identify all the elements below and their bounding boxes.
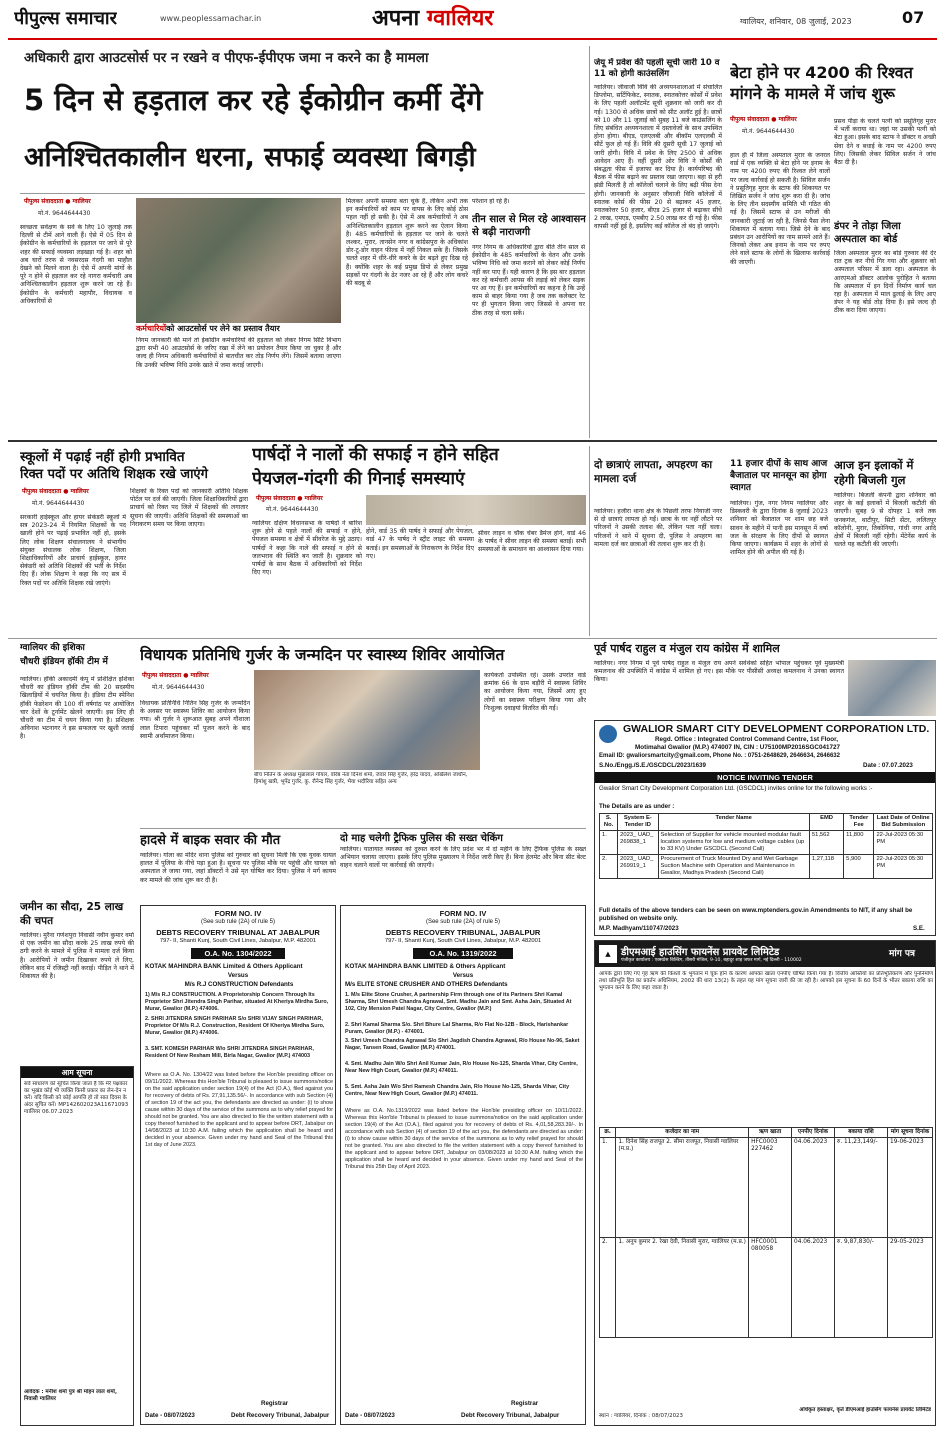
col-loan: ऋण खाता	[749, 1128, 792, 1138]
smart-city-regd-2: Motimahal Gwalior (M.P.) 474007 IN, CIN : U75100MP2016SGC041727	[635, 744, 840, 751]
bribe-body-2: प्रसव पीड़ा के चलते पत्नी को प्रसूतिगृह मुरार में भर्ती कराया था। जहां पर उसकी पत्नी को बेटा हुआ। इसके बाद स्टाफ ने डॉक्टर व अच्छी सेवा देने व बधाई के नाम पर 4200 रुपए लिए। जिसकी लेकर सिविल सर्जन ने जांच बैठा दी है।	[834, 118, 936, 167]
schools-byline	[22, 488, 89, 496]
col-amount: बकाया राशि	[834, 1128, 887, 1138]
cell: 1.	[600, 831, 618, 855]
cell: 2.	[600, 1238, 616, 1338]
col-npa: एनपीए दिनांक	[792, 1128, 835, 1138]
registrar: Registrar	[261, 1400, 289, 1407]
smart-city-email: Email ID: gwaliorsmartcity@gmail.com, Phone No. : 0751-2648629, 2646634, 2646632	[599, 753, 840, 759]
form-body: Where as O.A. No. 1304/22 was listed before the Hon'ble presiding officer on 09/11/2022. Whereas this Hon'ble Tribunal is pleased to issue summons/notice on the said application under section 19(4) of the Act (O.A.), filed against you for recovery of debts of Rs. 27,91,135.56/-. In accordance with sub Section (4) of section 19 of the act you, the defendants are directed as under: (i) to show cause within 30 days of the service of the summons as to why relief prayed for should not be granted. You are also directed to file the written statement with a copy thereof furnished to the applicant and to appear before DRT, Jabalpur on 14/08/2023 at 10:30 A.M. failing which the application shall be heard and decided in your absence. Given under my hand and Seal of the Tribunal this 1st day of June 2023.	[145, 1072, 333, 1148]
public-notice-body: सर्व साधारण को सूचित किया जाता है कि मेरे पक्षकार का भूखंड कोई भी व्यक्ति किसी प्रकार का लेन-देन न करें। यदि किसी को कोई आपत्ति हो तो सात दिवस के अंदर सूचित करें। MP142602023A11671093 ग्वालियर 06.07.2023	[24, 1081, 129, 1115]
smart-city-ref: S.No./Engg./S.E./GSCDCL/2023/1639	[599, 762, 706, 769]
paper-name: पीपुल्स समाचार	[14, 8, 117, 29]
applicant: KOTAK MAHINDRA BANK LIMITED & Others Applicant	[345, 963, 506, 970]
section-prefix: अपना	[372, 6, 420, 31]
congress-photo	[848, 660, 936, 716]
form-signoff: Debt Recovery Tribunal, Jabalpur	[461, 1412, 560, 1419]
tender-row	[600, 831, 933, 855]
section-title	[372, 2, 493, 32]
col-borrower: कर्जदार का नाम	[616, 1128, 749, 1138]
lead-headline-1: 5 दिन से हड़ताल कर रहे ईकोग्रीन कर्मी देंगे	[24, 83, 483, 117]
bribe-body-3: जिला अस्पताल मुरार का बोर्ड गुरुवार की देर रात ट्रक कर नीचे गिर गया और शुक्रवार को अस्पताल परिसर में डला रहा। अस्पताल के आरएमओ डॉक्टर आलोक पुरोहित ने बताया कि अस्पताल में इन दिनों निर्माण कार्य चल रहा है। अस्पताल में माल ढुलाई के लिए आए डंपर ने यह बोर्ड तोड़ दिया है। इसे जल्द ही ठीक करा दिया जाएगा।	[834, 250, 936, 315]
defendant-1: 1. M/s Elite Stone Crusher, A partnership Firm through one of its Partners Shri Kamal Sharma, Shri Umesh Chandra Agrawal, Smt. Madhu Jain and Smt. Asha Jain, Situated At 102, City Mension Patel Nagar, City Centre, Gwalior (M.P.)	[345, 992, 572, 1012]
col-tender-id: System E-Tender ID	[618, 814, 658, 831]
col-emd: EMD	[809, 814, 843, 831]
drt-notice-left	[140, 905, 336, 1425]
smart-city-title: GWALIOR SMART CITY DEVELOPMENT CORPORATION LTD.	[623, 723, 930, 735]
cell: 51,562	[809, 831, 843, 855]
hockey-body: ग्वालियर। हॉकी अकादमी कंपू में प्रशिक्षित इशिका चौधरी का इंडियन हॉकी टीम की 20 सदस्यीय खिलाड़ियों में चयनित किया है। इंडिया टीम स्पेनिश हॉकी फेडरेशन की 100 वीं वर्षगांठ पर आयोजित चार देशों के टूर्नामेंट खेलने जाएगी। इस लिए ही चौधरी का टीम में चयन किया गया है। प्रशिक्षक अविनाश भटनागर ने इस सफलता पर खुशी जताई है।	[20, 676, 134, 741]
cell: Procurement of Truck Mounted Dry and Wet Garbage Suction Machine with Operation and Maintenance in Gwalior, Madhya Pradesh (Second Call)	[658, 855, 809, 879]
dmi-row	[600, 1238, 933, 1338]
col-sno: क्र.	[600, 1128, 616, 1138]
cell: 04.06.2023	[792, 1138, 835, 1238]
byline-text: पीपुल्स संवाददाता ● ग्वालियर	[142, 672, 209, 679]
land-body: ग्वालियर। मुरैना गणेशपुरा निवासी नवीन कुमार वर्मा से एक जमीन का सौदा करके 25 लाख रुपये की ठगी करने के मामले में पुलिस ने मामला दर्ज किया है। आरोपियों ने जमीन दिखाकर रुपये ले लिए, लेकिन बाद में रजिस्ट्री नहीं कराई। पीड़ित ने थाने में शिकायत की है।	[20, 932, 134, 981]
col-sno: S. No.	[600, 814, 618, 831]
health-body-2: कार्यकर्ता उपस्थित रहे। उसके उपरांत वार्ड क्रमांक 66 के ग्राम बड़ौरी में स्वास्थ्य शिविर का आयोजन किया गया, जिसमें आए हुए लोगों का स्वास्थ्य परीक्षण किया गया और निःशुल्क दवाइयां वितरित की गईं।	[484, 672, 586, 712]
bribe-phone: मो.नं. 9644644430	[742, 128, 795, 135]
dmi-body: आपके द्वारा लिए गए गृह ऋण की किश्तों के भुगतान में चूक होने के कारण आपका खाता एनपीए घोषित किया गया है। वित्तीय आस्तियों का प्रतिभूतिकरण और पुनर्निर्माण तथा प्रतिभूति हित का प्रवर्तन अधिनियम, 2002 की धारा 13(2) के तहत यह मांग सूचना जारी की जा रही है। आपको इस सूचना के 60 दिनों के भीतर बकाया राशि का भुगतान करने के लिए कहा जाता है।	[599, 971, 933, 991]
cell: 5,900	[844, 855, 874, 879]
college-body: ग्वालियर। जीवाजी विवि की अध्ययनशालाओं में संचालित डिप्लोमा, सर्टिफिकेट, स्नातक, स्नातकोत्तर कोर्सों में प्रवेश के लिए पहली अलॉटमेंट सूची शुक्रवार को जारी कर दी गई। 1300 से अधिक छात्रों को सीट अलॉट हुई है। छात्रों को 10 और 11 जुलाई को सुबह 11 बजे काउंसलिंग के लिए संबंधित अध्ययनशाला में दस्तावेजों के साथ उपस्थित होना होगा। बीएड, एलएलबी और बीकॉम एलएलबी में सीटें फुल हो गई हैं। विवि की दूसरी सूची 17 जुलाई को जारी होगी। विवि में प्रवेश के लिए 2500 से अधिक आवेदन आए हैं। वहीं दूसरी ओर विवि ने कोर्सों की संबद्धता फीस में इजाफा कर दिया है। कार्यपरिषद की बैठक में फीस बढ़ाने का प्रस्ताव रखा जाएगा। बहा से हरी झंडी मिलती है तो कॉलेजों चलाने के लिए बढ़ी फीस देना होगी। जानकारी के अनुसार जीवाजी विवि कॉलेजों में स्नातक कोर्स की फीस 20 से बढ़ाकर 45 हजार, स्नातकोत्तर 50 हजार, बीएड 25 हजार से बढ़ाकर सीधे 2 लाख, एमएड, एमबीए 2.50 लाख कर दी गई है। फीस वापसी नहीं हुई है, इसलिए कई कॉलेज तो बंद हो जाएंगे।	[594, 84, 722, 231]
lead-body-2: मिलकर अपनी समस्या बता चुके हैं, लेकिन अभी तक इन कर्मचारियों को काम पर वापस के लिए कोई ठोस पहल नहीं हो सकी है। ऐसे में अब कर्मचारियों ने अब अनिश्चितकालीन हड़ताल शुरू करने का ऐलान किया है। 485 कर्मचारियों के हड़ताल पर जाने के चलते लश्कर, मुरार, तानसेन नगर व कांग्रेसपुरा के अधिकांश डोर-टू-डोर वाहन फील्ड में नहीं निकल सके हैं। जिसके चलते शहर में धीरे-धीरे कचरे के ढेर बढ़ते हुए दिख रहे हैं। क्योंकि शहर के कई प्रमुख डिपो से लेकर प्रमुख सड़कों पर गंदगी के ढेर नजर आ रहे हैं और लोग कचरे की बदबू से	[346, 198, 468, 288]
power-headline: आज इन इलाकों में रहेगी बिजली गुल	[834, 458, 914, 487]
registrar: Registrar	[511, 1400, 539, 1407]
caption-lead: कर्मचारियों	[136, 324, 167, 333]
defendant-2: 2. SHRI JITENDRA SINGH PARIHAR S/o SHRI VIJAY SINGH PARIHAR, Proprietor Of M/s R.J. Construction, Resident Of Kheriya Mirdha Suro, Murar, Gwalior (M.P.) 474006.	[145, 1016, 325, 1036]
form-signoff: Debt Recovery Tribunal, Jabalpur	[231, 1412, 330, 1419]
drains-body: ग्वालियर दक्षिण विधानसभा के पार्षदों ने बारिश शुरू होने से पहले नालों की सफाई न होने, पेयजल समस्या व क्षेत्रों में सीवरेज के मुद्दे उठाए। पार्षदों ने कहा कि नाले की सफाई न होने से जलभराव की स्थिति बन जाती है। शुक्रवार को पार्षदों के साथ बैठक में अधिकारियों को निर्देश दिए गए।	[252, 520, 362, 577]
col-tender-name: Tender Name	[658, 814, 809, 831]
divider	[20, 193, 585, 194]
cell: 1. अनूप कुमार 2. रेखा देवी, निवासी मुरार, ग्वालियर (म.प्र.)	[616, 1238, 749, 1338]
public-notice-title: आम सूचना	[21, 1067, 133, 1078]
section-divider	[8, 440, 937, 442]
column-divider	[589, 446, 590, 636]
health-byline	[142, 672, 209, 680]
land-headline: जमीन का सौदा, 25 लाख की चपत	[20, 901, 124, 927]
cell: 1,27,118	[809, 855, 843, 879]
dmi-footer: स्थान : ग्वालियर, दिनांक : 08/07/2023	[599, 1413, 683, 1419]
health-headline: विधायक प्रतिनिधि गुर्जर के जन्मदिन पर स्वास्थ्य शिविर आयोजित	[140, 646, 505, 664]
form-date: Date - 08/07/2023	[345, 1412, 395, 1419]
lead-photo-caption	[136, 324, 341, 334]
defendant-3: 3. SMT. KOMESH PARIHAR W/o SHRI JITENDRA SINGH PARIHAR, Resident Of New Resham Mill, Birla Nagar, Gwalior (M.P.) 474003	[145, 1046, 314, 1059]
accident-headline: हादसे में बाइक सवार की मौत	[140, 833, 281, 848]
health-phone: मो.नं. 9644644430	[152, 684, 205, 691]
drt-notice-right	[340, 905, 586, 1425]
smart-city-notice	[594, 720, 936, 936]
defendant-3: 3. Shri Umesh Chandra Agrawal S/o Shri Jagdish Chandra Agrawal, R/o House No-96, Saket Nagar, Tansen Road, Gwalior (M.P.) 474001.	[345, 1038, 580, 1051]
dmi-demand-notice	[594, 940, 936, 1426]
form-rule: (See sub rule (2A) of rule 5)	[200, 919, 276, 925]
health-body: विधायक प्रतिनिधि नितिन सिंह गुर्जर के जन्मदिन के अवसर पर स्वास्थ्य शिविर का आयोजन किया गया। श्री गुर्जर ने शुरूआत सुबह अपने गौशाला लाल टिपारा पहुंचकर माँ पूजन करने के बाद स्वामी अर्थांमाजन किया।	[140, 700, 250, 740]
drains-phone: मो.नं. 9644644430	[266, 506, 319, 513]
dmi-subtitle: मांग पत्र	[889, 949, 915, 959]
website-link[interactable]: www.peoplessamachar.in	[160, 14, 262, 23]
smart-city-regd: Regd. Office : Integrated Control Command Centre, 1st Floor,	[655, 736, 838, 743]
cell: 11,800	[844, 831, 874, 855]
lead-body-1: स्वच्छता सर्वेक्षण के सर्वे के लिए 10 जुलाई तक दिल्ली से टीमें आने वाली हैं। ऐसे में 05 दिन से ईकोग्रीन के कर्मचारियों के हड़ताल पर जाने से पूरे शहर की सफाई व्यवस्था लड़खड़ा गई है। शहर को अब चारों तरफ से नवसरदस गंदगी का माहौल देखने को मिलने वाला है। ऐसे में अपनी मांगों के पूरे न होने से हड़ताल कर रहे नागरा कर्मचारी अब अनिश्चितकालीन हड़ताल शुरू करने जा रहे हैं। ईकोग्रीन के कर्मचारी महापौर, विधायक व अधिकारियों से	[20, 224, 132, 305]
dmi-header-row	[600, 1128, 933, 1138]
page-number: 07	[902, 8, 925, 27]
nit-footer: Full details of the above tenders can be seen on www.mptenders.gov.in Amendments to NIT, if any shall be published on website only.	[599, 907, 913, 922]
applicant: KOTAK MAHINDRA BANK Limited & Others Applicant	[145, 963, 303, 970]
health-caption: बीच नितिन के अध्यक्ष मुन्नालाल गोयल, वरिष्ठ नेता दिनेश शर्मा, जवार सिंह गुर्जर, हरेंद्र यादव, अखिलेश जाधौन, हिमांशु खत्री, भूपेंद्र गुर्जर, कु. रौनेन्द्र सिंह गुर्जर, भैया भदौरिया सहित अन्य	[254, 772, 468, 785]
lead-headline-2: अनिश्चितकालीन धरना, सफाई व्यवस्था बिगड़ी	[24, 142, 476, 173]
dmi-sign: अधिकृत हस्ताक्षर, कृते डीएमआई हाउसिंग फायनेंस प्रायवेट लिमिटेड	[799, 1407, 931, 1413]
form-no: FORM NO. IV	[214, 909, 262, 918]
cell: 1.	[600, 1138, 616, 1238]
cell: 04.06.2023	[792, 1238, 835, 1338]
cell: Selection of Supplier for vehicle mounted modular fault location systems for low and medium voltage cables (up to 33 KV) Under GSCDCL (Second Call)	[658, 831, 809, 855]
oa-number: O.A. No. 1304/2022	[191, 948, 285, 959]
schools-body: सरकारी हाईस्कूल और हायर सेकंडरी स्कूलों में सत्र 2023-24 में नियमित शिक्षकों के पद खाली होने पर पढ़ाई प्रभावित नहीं हो, इसके लिए लोक शिक्षण संचालनालय ने संभागीय संयुक्त संचालक लोक शिक्षण, जिला शिक्षाधिकारियों और प्राचार्य हाईस्कूल, हायर सेकंडरी को अतिथि शिक्षकों की भर्ती के निर्देश दिए हैं। लोक शिक्षण ने कहा कि नए सत्र में रिक्त पदों पर अतिथि शिक्षक रखे जाएंगे।	[20, 514, 126, 587]
masthead-rule	[8, 38, 937, 40]
bribe-headline: बेटा होने पर 4200 की रिश्वत मांगने के मामले में जांच शुरू	[730, 63, 913, 103]
byline-text: पीपुल्स संवाददाता ● ग्वालियर	[256, 495, 323, 502]
lead-subhead: तीन साल से मिल रहे आश्वासन से बढ़ी नाराजगी	[472, 214, 586, 238]
schools-headline-2: रिक्त पदों पर अतिथि शिक्षक रखे जाएंगे	[20, 467, 208, 482]
nit-mp-madhyam: M.P. Madhyam/110747/2023	[599, 925, 679, 932]
smart-city-date: Date : 07.07.2023	[863, 762, 913, 769]
defendant-4: 4. Smt. Madhu Jain W/o Shri Anil Kumar Jain, R/o House No-125, Sharda Vihar, City Centre, Near New High Court, Gwalior (M.P.) 474011.	[345, 1061, 578, 1074]
cell: 2.	[600, 855, 618, 879]
cell: HFC0001 080058	[749, 1238, 792, 1338]
bribe-subhead: डंपर ने तोड़ा जिला अस्पताल का बोर्ड	[834, 221, 901, 245]
hockey-headline-2: चौधरी इंडियन हॉकी टीम में	[20, 657, 108, 667]
missing-body: ग्वालियर। हजीरा थाना क्षेत्र के पिछली तरफ नियाजी नगर से दो छात्राएं लापता हो गईं। छात्रा के घर नहीं लौटने पर परिजनों ने उसकी तलाश की, लेकिन पता नहीं चला। परिजनों ने थाने में सूचना दी, पुलिस ने अपहरण का मामला दर्ज कर छात्राओं की तलाश शुरू कर दी है।	[594, 508, 722, 548]
byline-text: पीपुल्स संवाददाता ● ग्वालियर	[730, 116, 797, 123]
tender-row	[600, 855, 933, 879]
tender-header-row	[600, 814, 933, 831]
col-last-date: Last Date of Online Bid Submission	[874, 814, 933, 831]
versus: Versus	[227, 972, 249, 979]
defendant-1: 1) M/s R.J CONSTRUCTION. A Proprietorship Concern Through Its Proprietor Shri Jitendra Singh Parihar, situated At Kheriya Mirdha Suro, Murar, Gwalior (M.P.) 474006.	[145, 992, 329, 1012]
cell: 2023_ UAD_ 269838_1	[618, 831, 658, 855]
oa-number: O.A. No. 1319/2022	[413, 948, 513, 959]
cell: रु. 9,87,830/-	[834, 1238, 887, 1338]
lead-photo	[136, 198, 341, 323]
drains-byline	[256, 495, 323, 503]
lead-kicker: अधिकारी द्वारा आउटसोर्स पर न रखने व पीएफ-ईपीएफ जमा न करने का है मामला	[24, 50, 429, 66]
cell: 29-05-2023	[888, 1238, 933, 1338]
smart-city-logo-icon	[599, 725, 617, 743]
congress-headline: पूर्व पार्षद राहुल व मंजुल राय कांग्रेस में शामिल	[594, 642, 780, 655]
dmi-row	[600, 1138, 933, 1238]
byline-text: पीपुल्स संवाददाता ● ग्वालियर	[24, 198, 91, 205]
defendant-2: 2. Shri Kamal Sharma S/o. Shri Bhure Lal Sharma, R/o Flat No-12B - Block, Harishankar Puram, Gwalior (M.P.) - 474001.	[345, 1022, 569, 1035]
missing-headline: दो छात्राएं लापता, अपहरण का मामला दर्ज	[594, 459, 713, 485]
health-camp-photo	[254, 670, 480, 770]
tribunal-address: 797- II, Shanti Kunj, South Civil Lines, Jabalpur, M.P. 482001	[159, 938, 317, 944]
congress-body: ग्वालियर। नगर निगम में पूर्व पार्षद राहुल व मंजुल राय अपने सर्वर्थको सहित भोपाल पहुंचकर पूर्व मुख्यमंत्री कमलनाथ की उपस्थिति में कांग्रेस में शामिल हो गए। इस मौके पर पीसीसी अध्यक्ष कमलनाथ ने उनका स्वागत किया।	[594, 660, 844, 684]
section-name: ग्वालियर	[426, 6, 494, 31]
drains-headline-1: पार्षदों ने नालों की सफाई न होने सहित	[252, 445, 499, 465]
lead-phone: मो.नं. 9644644430	[38, 210, 91, 217]
tender-table	[599, 813, 933, 879]
drains-body-2: होने, वार्ड 35 की पार्षद ने सफाई और पेयजल, वार्ड 47 के पार्षद ने स्ट्रीट लाइट की समस्या बताई। इन समस्याओं के निराकरण के निर्देश दिए गए।	[366, 528, 474, 560]
drains-meeting-photo	[366, 495, 586, 525]
lead-body-2b: परेशान हो रहे हैं।	[472, 198, 510, 205]
defendant-5: 5. Smt. Asha Jain W/o Shri Ramesh Chandra Jain, R/o House No-125, Sharda Vihar, City Centre, Near New High Court, Gwalior (M.P.) 474011.	[345, 1084, 570, 1097]
dmi-title: डीएमआई हाउसिंग फायनेंस प्रायवेट लिमिटेड	[621, 947, 780, 958]
masthead	[0, 0, 945, 40]
form-rule: (See sub rule (2A) of rule 5)	[425, 919, 501, 925]
drains-headline-2: पेयजल-गंदगी की गिनाई समस्याएं	[252, 469, 465, 489]
schools-headline-1: स्कूलों में पढ़ाई नहीं होगी प्रभावित	[20, 449, 185, 465]
traffic-body: ग्वालियर। यातायात व्यवस्था को दुरुस्त करने के लिए प्रदेश भर में दो महीने के लिए ट्रैफिक पुलिस के सख्त अभियान चलाया जाएगा। इसके लिए पुलिस मुख्यालय ने निर्देश जारी किए हैं। बिना हेलमेट और बिना सीट बेल्ट वाहन चलाने वालों पर कार्रवाई की जाएगी।	[340, 846, 586, 870]
versus: Versus	[452, 972, 474, 979]
cell: 22-Jul-2023 05:30 PM	[874, 855, 933, 879]
cell: 2023_ UAD_ 269919_1	[618, 855, 658, 879]
lead-byline	[24, 198, 134, 206]
power-body: ग्वालियर। बिजली कंपनी द्वारा शनिवार को शहर के कई इलाकों में बिजली कटौती की जाएगी। सुबह 9 से दोपहर 1 बजे तक जनकगंज, थाटीपुर, सिटी सेंटर, ललितपुर कॉलोनी, मुरार, तिकोनिया, गांधी नगर आदि क्षेत्रों में बिजली नहीं रहेगी। मेंटेनेंस कार्य के चलते यह कटौती की जाएगी।	[834, 492, 936, 549]
dmi-table	[599, 1127, 933, 1338]
tribunal-address: 797- II, Shanti Kunj, South Civil Lines, Jabalpur, M.P. 482001	[384, 938, 542, 944]
col-notice-date: मांग सूचना दिनांक	[888, 1128, 933, 1138]
schools-phone: मो.नं. 9644644430	[32, 500, 85, 507]
cell: 19-06-2023	[888, 1138, 933, 1238]
dmi-address: पंजीकृत कार्यालय : एक्सप्रेस बिल्डिंग, तीसरी मंजिल, 9-10, बहादुर शाह जफर मार्ग, नई दिल्ली - 110002	[621, 958, 802, 963]
nit-details: The Details are as under :	[599, 803, 675, 810]
dmi-logo-icon: ▲	[599, 945, 617, 963]
bribe-body-1: हाल ही में जिला अस्पताल मुरार के जनरल वार्ड में एक व्यक्ति से बेटा होने पर इनाम के नाम पर 4200 रुपए की रिश्वत लेने वालों पर जल्द कार्रवाई हो सकती है। सिविल सर्जन ने प्रसूतिगृह मुरार के स्टाफ की शिकायत पर लिखित सर्जन ने जांच शुरू करा दी है। जांच के लिए तीन सदस्यीय समिति भी गठित की गई है। जिसमें स्टाफ से उन मरीजों की जानकारी जुटाई जा रही है, जिनसे पैसा लेना शिकायत में बताया गया। जिसे देने के बाद प्रबंधन उन आरोपियों का नाम सामने आते हैं। जिनको लेकर अब इनाम के नाम पर रुपए लेने वाले स्टाफ के लोगों के खिलाफ कार्रवाई की जाएगी।	[730, 152, 830, 266]
section-divider	[8, 638, 937, 639]
tribunal-name: DEBTS RECOVERY TRIBUNAL, JABALPUR	[385, 928, 541, 937]
defendant: M/s ELITE STONE CRUSHER AND OTHERS Defendants	[345, 981, 508, 988]
traffic-headline: दो माह चलेगी ट्रैफिक पुलिस की सख्त चेकिंग	[340, 833, 503, 844]
defendant: M/s R.J CONSTRUCTION Defendants	[184, 981, 294, 988]
cell: HFC0003 227462	[749, 1138, 792, 1238]
form-body: Where as O.A. No.1319/2022 was listed before the Hon'ble presiding officer on 10/11/2022. Whereas this Hon'ble Tribunal is pleased to issue summons/notice on the said application under section 19(4) of the Act (O.A.), filed against you for recovery of debts of Rs. 4,01,58,283.39/-. In accordance with sub Section (4) of section 19 of the act you, the defendants are directed as under: (i) to show cause within 30 days of the service of the summons as to why relief prayed for should not be granted. You are also directed to file the written statement with a copy thereof furnished to the applicant and to appear before DRT, Jabalpur on 03/08/2023 at 10:30 A.M. failing which the application shall be heard and decided in your absence. Given under my hand and Seal of the Tribunal this 25th Day of April 2023.	[345, 1108, 583, 1170]
accident-body: ग्वालियर। गोला का मंदिर थाना पुलिस को गुरुवार को सूचना मिली कि एक युवक घायल हालत में पुलिया के नीचे पड़ा हुआ है। सूचना पर पुलिस मौके पर पहुंची और घायल को अस्पताल ले जाया गया, जहां डॉक्टरों ने उसे मृत घोषित कर दिया। पुलिस ने मर्ग कायम कर मामले की जांच शुरू कर दी है।	[140, 852, 336, 884]
cell: 22-Jul-2023 05:30 PM	[874, 831, 933, 855]
tribunal-name: DEBTS RECOVERY TRIBUNAL AT JABALPUR	[156, 928, 320, 937]
form-date: Date - 08/07/2023	[145, 1412, 195, 1419]
public-notice-footer: आवेदक : मनीश शर्मा पुत्र श्री मोहन लाल शर्मा, निवासी ग्वालियर	[24, 1389, 118, 1402]
col-fee: Tender Fee	[844, 814, 874, 831]
dateline: ग्वालियर, शनिवार, 08 जुलाई, 2023	[740, 17, 852, 26]
cell: 1. दिनेश सिंह राजपूत 2. सीमा राजपूत, निवासी ग्वालियर (म.प्र.)	[616, 1138, 749, 1238]
nit-intro: Gwalior Smart City Development Corporation Ltd. (GSCDCL) invites online for the following works :-	[599, 785, 873, 792]
nit-title: NOTICE INVITING TENDER	[595, 772, 935, 783]
caption-rest: को आउटसोर्स पर लेने का प्रस्ताव तैयार	[166, 324, 280, 333]
lamps-headline: 11 हजार दीपों के साथ आज बैजाताल पर मानसून का होगा स्वागत	[730, 459, 828, 493]
hockey-headline-1: ग्वालियर की इशिका	[20, 643, 85, 653]
form-no: FORM NO. IV	[439, 909, 487, 918]
bribe-byline	[730, 116, 797, 124]
column-divider	[589, 46, 590, 438]
public-notice	[20, 1066, 134, 1426]
byline-text: पीपुल्स संवाददाता ● ग्वालियर	[22, 488, 89, 495]
college-headline: जेयू में प्रवेश की पहली सूची जारी 10 व 11 को होगी काउंसलिंग	[594, 58, 720, 79]
drains-body-3: सीवर लाइन व चौक चेंबर डैमेज होने, वार्ड 46 के पार्षद ने सीवर लाइन की समस्या बताई। सभी समस्याओं के समाधान का आश्वासन दिया गया।	[478, 530, 586, 554]
lead-box-text: निगम जानकारी की मानें तो ईकोग्रीन कर्मचारियों की हड़ताल को लेकर निगम सिटि विभाग द्वारा सभी 40 आउटसोर्स के जरिए रखा में लेने का प्रयोजन तैयार किया जा चुका है और जल्द ही निगम अधिकारी कर्मचारियों से बातचीत कर तोड़ निर्णय लेंगे। जिसमें बताया जाएगा कि उनकी भविष्य निधि उनके खाते में जमा कराई जाएगी।	[136, 337, 341, 369]
nit-se: S.E.	[913, 925, 925, 932]
section-divider	[140, 828, 586, 829]
lamps-body: ग्वालियर। गुंज, नगर निगम ग्वालियर और डिस्कवरी के द्वारा दिनांक 8 जुलाई 2023 शनिवार को बैजाताल पर शाम छह बजे सावन के महीने में पानी इस मानसून में वर्षा जल के संरक्षण के लिए दीपों से स्वागत किया जाएगा। कार्यक्रम में शहर के लोगों से शामिल होने की अपील की गई है।	[730, 500, 828, 557]
schools-body-2: शिक्षकों के रिक्त पदों को जानकारी अतिथि शिक्षक पोर्टल पर दर्ज की जाएगी। जिला शिक्षाधिकारियों द्वारा प्राचार्य को रिक्त पद जिले में शिक्षकों की लगातार सूचना की जाएगी। अतिथि शिक्षकों की समस्याओं का निराकरण समय पर किया जाएगा।	[130, 488, 248, 528]
cell: रु. 11,23,149/-	[834, 1138, 887, 1238]
lead-body-3: नगर निगम के अधिकारियों द्वारा बीते तीन साल से ईकोग्रीन के 485 कर्मचारियों के वेतन और उनके भविष्य निधि को जमा कराने को लेकर कोई निर्णय नहीं कर पाए हैं। यही कारण है कि इस बार हड़ताल कर रहे कर्मचारी आपस की लड़ाई को लेकर सड़क पर आ गए हैं। इन कर्मचारियों का कहना है कि उन्हें काम से बाहर किया गया है जब तक कलेक्टर रेट पर ही भुगतान किया जाए जिससे वे अपना घर ठीक तरह से चला सकें।	[472, 244, 585, 317]
